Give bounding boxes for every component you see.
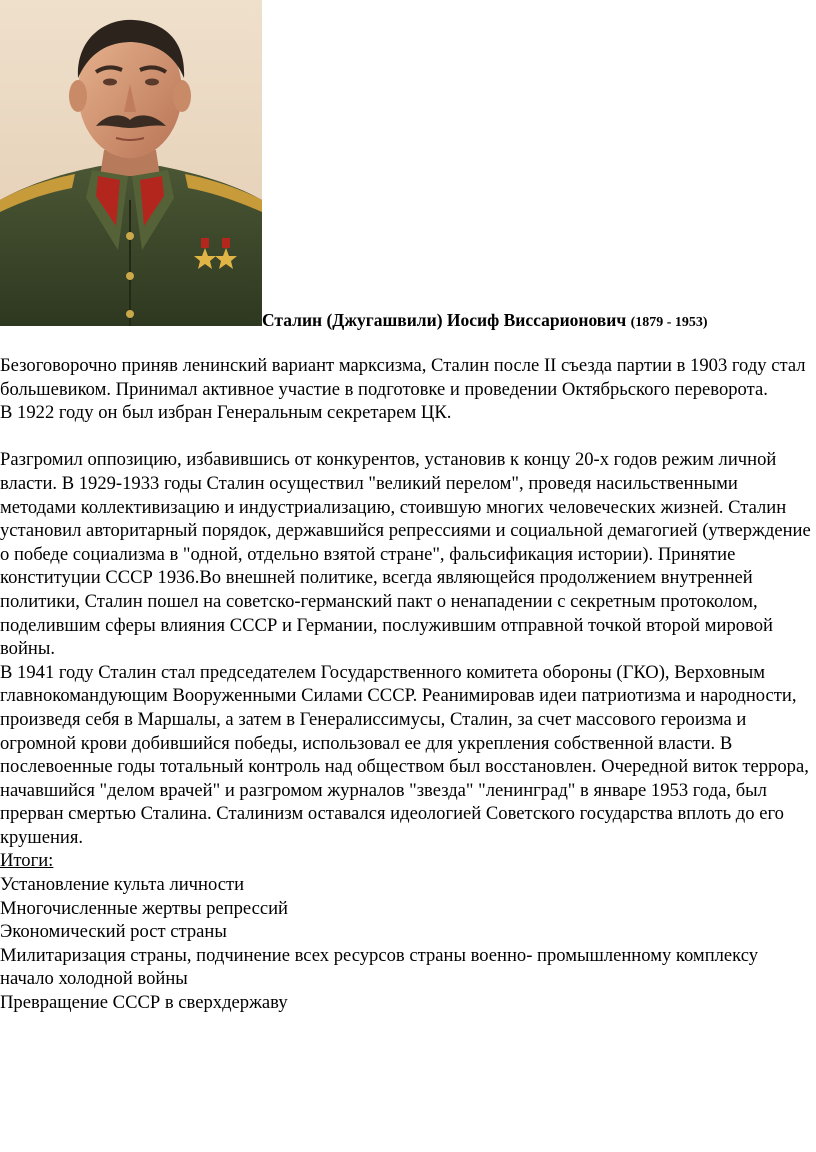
results-heading: Итоги: <box>0 850 54 872</box>
paragraph-gap <box>0 425 812 449</box>
results-item: Многочисленные жертвы репрессий <box>0 897 289 919</box>
main-paragraph: Разгромил оппозицию, избавившись от конкурентов, установив к концу 20-х годов режим личной власти. В 1929-1933 годы Сталин осуществил "великий перелом", проведя насильственными методами коллективизацию и индустриализацию, стоившую многих человеческих жизней. Сталин установил авторитарный порядок, державшийся репрессиями и социальной демагогией (утверждение о победе социализма в "одной, отдельно взятой стране", фальсификация истории). Принятие конституции СССР 1936.Во внешней политике, всегда являющейся продолжением внутренней политики, Сталин пошел на советско-германский пакт о ненападении с секретным протоколом, поделившим сферы влияния СССР и Германии, послужившим отправной точкой второй мировой войны. <box>0 449 811 660</box>
intro-paragraph: Безоговорочно приняв ленинский вариант марксизма, Сталин после II съезда партии в 1903 году стал большевиком. Принимал активное участие в подготовке и проведении Октябрьского переворота. <box>0 355 806 400</box>
portrait-illustration <box>0 0 262 326</box>
results-item: Превращение СССР в сверхдержаву <box>0 992 288 1014</box>
intro-paragraph: В 1922 году он был избран Генеральным секретарем ЦК. <box>0 402 452 424</box>
results-item: Милитаризация страны, подчинение всех ресурсов страны военно- промышленному комплексу <box>0 944 759 966</box>
portrait-photo <box>0 0 262 326</box>
main-paragraph: В 1941 году Сталин стал председателем Государственного комитета обороны (ГКО), Верховным главнокомандующим Вооруженными Силами СССР. Реанимировав идеи патриотизма и народности, произведя себя в Маршалы, а затем в Генералиссимусы, Сталин, за счет массового героизма и огромной крови добившийся победы, использовал ее для укрепления собственной власти. В послевоенные годы тотальный контроль над обществом был восстановлен. Очередной виток террора, начавшийся "делом врачей" и разгромом журналов "звезда" "ленинград" в январе 1953 года, был прерван смертью Сталина. Сталинизм оставался идеологией Советского государства вплоть до его крушения. <box>0 661 809 848</box>
title-years: (1879 - 1953) <box>630 315 708 330</box>
results-item: Экономический рост страны <box>0 921 227 943</box>
header-row <box>0 0 816 340</box>
results-item: Установление культа личности <box>0 874 245 896</box>
article-body <box>0 354 812 1015</box>
title-name: Сталин (Джугашвили) Иосиф Виссарионович <box>262 310 627 330</box>
results-item: начало холодной войны <box>0 968 188 990</box>
page-title <box>262 310 708 331</box>
